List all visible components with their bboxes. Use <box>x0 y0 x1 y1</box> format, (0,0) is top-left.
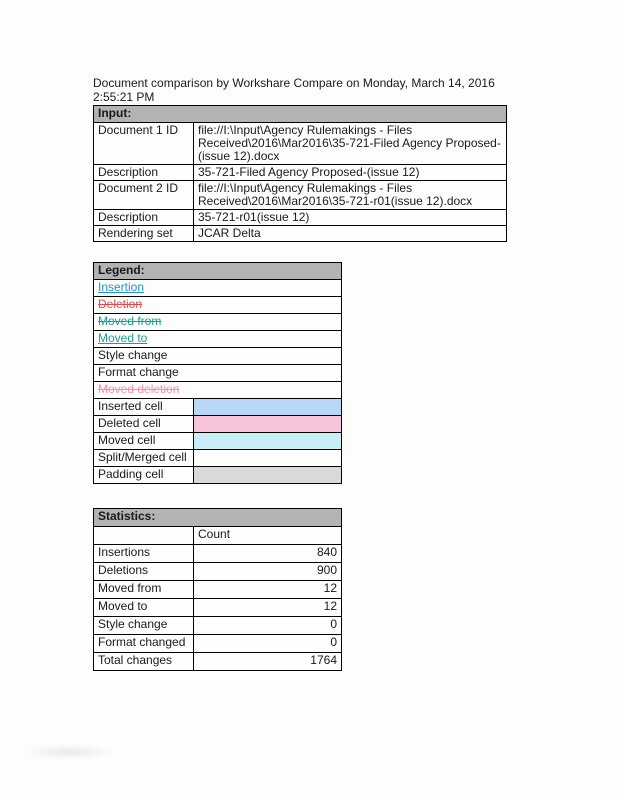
input-row-value: file://I:\Input\Agency Rulemakings - Files Received\2016\Mar2016\35-721-Filed Agency Proposed-(issue 12).docx <box>194 123 507 165</box>
input-row-label: Description <box>94 210 194 226</box>
legend-row-deletion <box>94 297 342 314</box>
table-row <box>94 106 507 123</box>
statistics-table-title: Statistics: <box>94 509 342 527</box>
legend-table-title: Legend: <box>94 263 342 280</box>
stats-row-label: Insertions <box>94 545 194 563</box>
input-row-label: Rendering set <box>94 226 194 242</box>
input-row-value: 35-721-r01(issue 12) <box>194 210 507 226</box>
input-row-value: JCAR Delta <box>194 226 507 242</box>
stats-row-label: Total changes <box>94 653 194 671</box>
input-row-document-2-id <box>94 181 507 210</box>
legend-moved-from-sample: Moved from <box>98 314 162 328</box>
stats-row-value: 0 <box>194 635 342 653</box>
legend-moved-to-sample: Moved to <box>98 331 148 345</box>
stats-row-value: 900 <box>194 563 342 581</box>
legend-style-change-sample: Style change <box>98 348 168 362</box>
legend-row-moved-cell <box>94 433 342 450</box>
legend-row-split-merged-cell <box>94 450 342 467</box>
comparison-header: Document comparison by Workshare Compare on Monday, March 14, 2016 2:55:21 PM <box>93 76 495 104</box>
legend-format-change-sample: Format change <box>98 365 179 379</box>
stats-empty-cell <box>94 527 194 545</box>
stats-row-value: 12 <box>194 581 342 599</box>
legend-row-insertion <box>94 280 342 297</box>
legend-row-moved-to <box>94 331 342 348</box>
input-row-description-1 <box>94 165 507 181</box>
stats-row-total-changes <box>94 653 342 671</box>
inserted-cell-swatch <box>194 399 342 416</box>
stats-row-label: Moved from <box>94 581 194 599</box>
input-row-document-1-id <box>94 123 507 165</box>
input-table-title: Input: <box>94 106 507 123</box>
input-row-label: Document 1 ID <box>94 123 194 165</box>
legend-row-deleted-cell <box>94 416 342 433</box>
input-row-description-2 <box>94 210 507 226</box>
stats-row-label: Format changed <box>94 635 194 653</box>
legend-cell-label: Deleted cell <box>94 416 194 433</box>
stats-row-label: Deletions <box>94 563 194 581</box>
stats-row-style-change <box>94 617 342 635</box>
input-row-value: 35-721-Filed Agency Proposed-(issue 12) <box>194 165 507 181</box>
scan-artifact <box>22 746 117 758</box>
table-row <box>94 263 342 280</box>
stats-row-deletions <box>94 563 342 581</box>
legend-cell-label: Split/Merged cell <box>94 450 194 467</box>
stats-header-row <box>94 527 342 545</box>
legend-cell-label: Moved cell <box>94 433 194 450</box>
stats-row-moved-from <box>94 581 342 599</box>
input-row-label: Document 2 ID <box>94 181 194 210</box>
legend-row-moved-from <box>94 314 342 331</box>
stats-row-insertions <box>94 545 342 563</box>
input-table <box>93 105 507 242</box>
stats-row-value: 840 <box>194 545 342 563</box>
stats-row-label: Moved to <box>94 599 194 617</box>
input-row-label: Description <box>94 165 194 181</box>
input-row-value: file://I:\Input\Agency Rulemakings - Files Received\2016\Mar2016\35-721-r01(issue 12).docx <box>194 181 507 210</box>
statistics-table <box>93 508 342 671</box>
legend-cell-label: Padding cell <box>94 467 194 484</box>
stats-row-moved-to <box>94 599 342 617</box>
stats-row-value: 12 <box>194 599 342 617</box>
count-column-header: Count <box>194 527 342 545</box>
stats-row-value: 1764 <box>194 653 342 671</box>
padding-cell-swatch <box>194 467 342 484</box>
moved-cell-swatch <box>194 433 342 450</box>
stats-row-value: 0 <box>194 617 342 635</box>
legend-deletion-sample: Deletion <box>98 297 143 311</box>
legend-row-moved-deletion <box>94 382 342 399</box>
legend-moved-deletion-sample: Moved deletion <box>98 382 180 396</box>
legend-row-inserted-cell <box>94 399 342 416</box>
input-row-rendering-set <box>94 226 507 242</box>
legend-row-padding-cell <box>94 467 342 484</box>
legend-row-style-change <box>94 348 342 365</box>
deleted-cell-swatch <box>194 416 342 433</box>
split-merged-cell-swatch <box>194 450 342 467</box>
legend-cell-label: Inserted cell <box>94 399 194 416</box>
table-row <box>94 509 342 527</box>
legend-insertion-sample: Insertion <box>98 280 145 294</box>
legend-table <box>93 262 342 484</box>
legend-row-format-change <box>94 365 342 382</box>
stats-row-format-changed <box>94 635 342 653</box>
stats-row-label: Style change <box>94 617 194 635</box>
